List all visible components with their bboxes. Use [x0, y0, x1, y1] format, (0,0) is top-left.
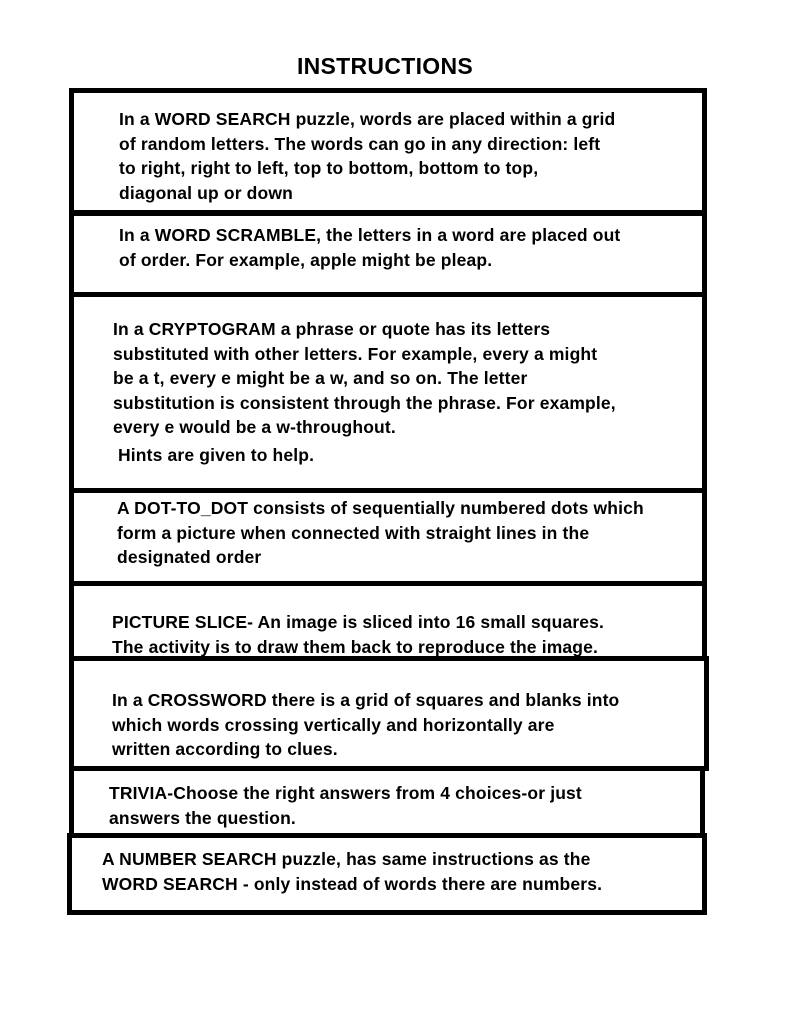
- dot-to-dot-instruction-box: [69, 488, 707, 586]
- number-search-instruction-text: A NUMBER SEARCH puzzle, has same instructions as the WORD SEARCH - only instead of words there are numbers.: [102, 849, 603, 894]
- crossword-instruction-text: In a CROSSWORD there is a grid of squares and blanks into which words crossing vertically and horizontally are written according to clues.: [112, 690, 620, 759]
- number-search-instruction-box: [67, 833, 707, 915]
- crossword-instruction-box: [69, 656, 709, 771]
- cryptogram-instruction-text: In a CRYPTOGRAM a phrase or quote has its letters substituted with other letters. For example, every a might be a t, every e might be a w, and so on. The letter substitution is consistent through the phrase. For example, every e would be a w-throughout.: [113, 319, 616, 437]
- cryptogram-hint-text: Hints are given to help.: [118, 445, 315, 465]
- cryptogram-instruction-box: [69, 292, 707, 493]
- word-search-instruction-box: [69, 88, 707, 215]
- page-title: INSTRUCTIONS: [296, 53, 474, 79]
- word-search-instruction-text: In a WORD SEARCH puzzle, words are placed within a grid of random letters. The words can go in any direction: left to right, right to left, top to bottom, bottom to top, diagonal up or down: [119, 109, 616, 203]
- word-scramble-instruction-text: In a WORD SCRAMBLE, the letters in a word are placed out of order. For example, apple might be pleap.: [119, 225, 621, 270]
- trivia-instruction-box: [69, 766, 705, 838]
- picture-slice-instruction-box: [69, 581, 707, 662]
- dot-to-dot-instruction-text: A DOT-TO_DOT consists of sequentially numbered dots which form a picture when connected with straight lines in the designated order: [117, 498, 644, 567]
- picture-slice-instruction-text: PICTURE SLICE- An image is sliced into 16 small squares. The activity is to draw them back to reproduce the image.: [112, 612, 605, 657]
- word-scramble-instruction-box: [69, 211, 707, 297]
- trivia-instruction-text: TRIVIA-Choose the right answers from 4 choices-or just answers the question.: [109, 783, 582, 828]
